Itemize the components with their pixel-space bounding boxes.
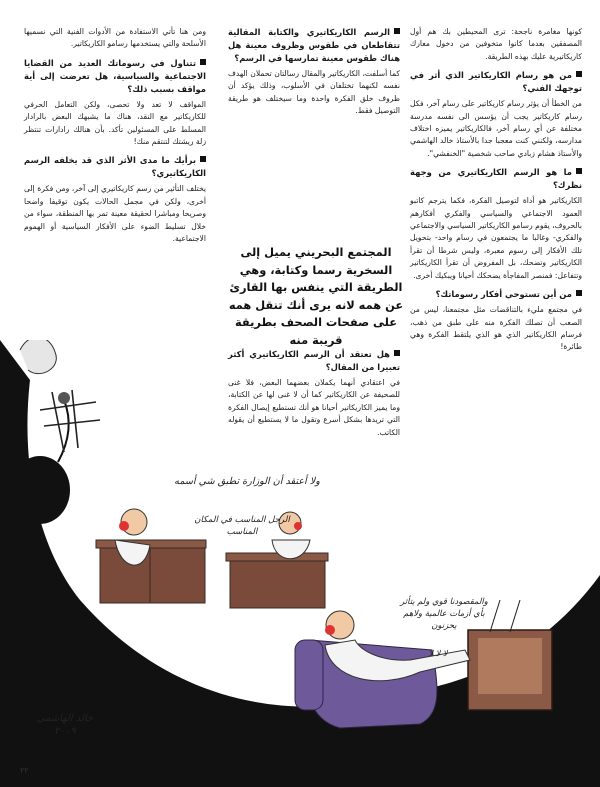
fence-scribble [40, 390, 100, 452]
question-heading [228, 26, 400, 65]
speech-bubble-right-tail: لا لا لا [428, 649, 448, 658]
square-bullet-icon [200, 59, 206, 65]
question-heading [410, 288, 582, 301]
answer-paragraph: في مجتمع مليء بالتناقضات مثل مجتمعنا، ليس من الصعب أن تصلك الفكرة منه على طبق من ذهب، فرسام الكاريكاتير الذي هو الذي يلتقط الفكرة وهي طائرة! [410, 305, 582, 352]
question-heading [410, 69, 582, 95]
question-text: هل تعتقد أن الرسم الكاريكاتيري أكثر تعبيرا من المقال؟ [228, 349, 400, 372]
answer-paragraph: يختلف التأثير من رسم كاريكاتيري إلى آخر، ومن فكرة إلى أخرى، ولكن في مجمل الحالات يكون توقيفا واضحا وصريحا ومباشرا لحقيقة معينة تمر بها المنطقة، سواء من خلال تسليط الضوء على الأفكار السياسية أو الهموم الاجتماعية. [24, 184, 206, 244]
square-bullet-icon [576, 168, 582, 174]
question-text: من هو رسام الكاريكاتير الذي أثر في توجهك الفني؟ [410, 70, 582, 94]
speech-bubble-left: ولا أعتقد أن الوزارة تطبق شي أسمه [174, 476, 320, 487]
square-bullet-icon [200, 156, 206, 162]
artist-signature: خالد الهاشمي ٢٠٠٩ [36, 713, 94, 737]
job-sign-text: الرجل المناسب في المكان المناسب [194, 515, 290, 537]
answer-paragraph: من الخطأ أن يؤثر رسام كاريكاتير على رسام آخر، فكل رسام كاريكاتير يجب أن يؤسس الى نفسه مدرسة مختلفة عن أي رسام آخر، فالكاريكاتير يميزه اختلاف مدارسه، ولكنني كنت معجبا جدا بالأستاذ خالد الهاشمي والأستاذ هشام زبادي صاحب شخصية "الخنفشي". [410, 99, 582, 158]
pull-quote: المجتمع البحريني يميل إلى السخرية رسما وكتابة، وهي الطريقة التي ينفس بها القارئ عن همه لانه يرى أنك تنقل همه على صفحات الصحف بطريقة قريبة منه [228, 245, 404, 347]
question-heading [24, 154, 206, 180]
left-column [24, 26, 206, 250]
page-number: ٢٢ [20, 766, 29, 775]
question-text: برأيك ما مدى الأثر الذي قد يخلفه الرسم الكاريكاتيري؟ [24, 155, 206, 179]
question-heading [410, 166, 582, 192]
desk-left [96, 540, 206, 603]
square-bullet-icon [576, 290, 582, 296]
right-column [410, 26, 582, 359]
question-text: تتناول في رسوماتك العديد من القضايا الاجتماعية والسياسية، هل تعرضت إلى أية مواقف بسبب ذلك؟ [24, 57, 206, 94]
desk-right [226, 553, 328, 608]
question-heading [24, 57, 206, 96]
left-intro: ومن هنا تأتي الاستفادة من الأدوات الفنية التي نسميها الأسلحة والتي يستخدمها رسامو الكاريكاتير. [24, 27, 206, 49]
question-text: ما هو الرسم الكاريكاتيري من وجهة نظرك؟ [410, 167, 582, 191]
bomb-label: الزحمة المعالجة [72, 466, 107, 498]
square-bullet-icon [394, 28, 400, 34]
square-bullet-icon [576, 71, 582, 77]
question-text: الرسم الكاريكاتيري والكتابة المقالية تتقاطعان في طقوس وظروف معينة هل هناك طقوس معينة تمارسها في الرسم؟ [228, 27, 400, 63]
middle-column [228, 26, 400, 123]
answer-paragraph: المواقف لا تعد ولا تحصى، ولكن التعامل الحرفي للكاريكاتير مع النقد، هناك ما يشبهك البعض بالرادار المسلط على المسئولين تأكد. بأن هنالك رادارات تنتظر زلة ريشتك لتنتقم منك! [24, 99, 206, 147]
answer-paragraph: كما أسلفت، الكاريكاتير والمقال رسالتان تحملان الهدف نفسه لكنهما تختلفان في الأسلوب، وذلك يؤكد أن ظروف خلق الفكرة واحدة وما سيختلف هو طريقة التوصيل فقط. [228, 69, 400, 116]
right-intro: كونها مغامرة ناجحة: ترى المحيطين بك هم أول المصفقين بعدما كانوا متخوفين من دخول معارك كاريكاتيرية عليك بهذه الطريقة. [410, 27, 582, 61]
answer-paragraph: في اعتقادي أنهما يكملان بعضهما البعض، فلا غنى للصحيفة عن الكاريكاتير كما أن لا غنى لها عن الكتابة، وما يميز الكاريكاتير أحيانا هو أنك تستطيع إيصال الفكرة التي تريدها بشكل أسرع وتقول ما لا يستطيع أن يقوله الكاتب. [228, 378, 400, 437]
answer-paragraph: الكاريكاتير هو أداة لتوصيل الفكرة، فكما يترجم كاتبو العمود الاجتماعي والسياسي والفكري أفكارهم بالحروف، يقوم رسامو الكاريكاتير السياسي والاجتماعي والفكري- وغالبا ما يجتمعون في رسام واحد- بتحويل تلك الأفكار إلى رسوم معبرة، وليس شرطا أن تقرأ الكاريكاتير وتضحك، بل المفروض أن تقرأ الكاريكاتير وتتفاعل: فمنصر المفاجأة يضحكك أحيانا ويبكيك أخرى. [410, 196, 582, 280]
question-text: من أين تستوحي أفكار رسوماتك؟ [435, 289, 572, 300]
speech-bubble-right: والمقصودنا قوي ولم يتأثر بأي أزمات عالمية ولاهم يحزنون [400, 596, 488, 630]
